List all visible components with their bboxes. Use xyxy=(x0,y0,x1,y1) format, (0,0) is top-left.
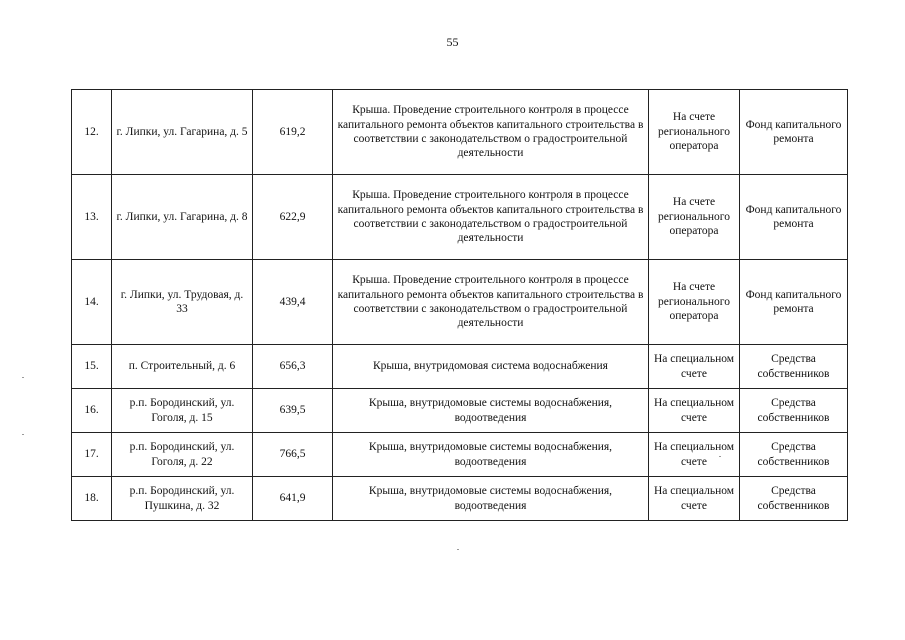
work-type-cell: Крыша, внутридомовая система водоснабжения xyxy=(333,345,649,389)
address-cell: р.п. Бородинский, ул. Пушкина, д. 32 xyxy=(112,477,253,521)
table-row xyxy=(72,345,848,389)
work-type-cell: Крыша, внутридомовые системы водоснабжения, водоотведения xyxy=(333,389,649,433)
funding-source-cell: Фонд капитального ремонта xyxy=(740,260,848,345)
table-row xyxy=(72,90,848,175)
table-row xyxy=(72,260,848,345)
address-cell: г. Липки, ул. Трудовая, д. 33 xyxy=(112,260,253,345)
row-number: 14. xyxy=(72,260,112,345)
work-type-cell: Крыша, внутридомовые системы водоснабжения, водоотведения xyxy=(333,433,649,477)
address-cell: г. Липки, ул. Гагарина, д. 8 xyxy=(112,175,253,260)
work-type-cell: Крыша. Проведение строительного контроля в процессе капитального ремонта объектов капитального строительства в соответствии с законодательством о градостроительной деятельности xyxy=(333,90,649,175)
area-cell: 639,5 xyxy=(253,389,333,433)
funding-source-cell: Фонд капитального ремонта xyxy=(740,90,848,175)
area-cell: 641,9 xyxy=(253,477,333,521)
account-cell: На счете регионального оператора xyxy=(649,90,740,175)
funding-source-cell: Фонд капитального ремонта xyxy=(740,175,848,260)
table-row xyxy=(72,477,848,521)
address-cell: п. Строительный, д. 6 xyxy=(112,345,253,389)
account-cell: На специальном счете xyxy=(649,345,740,389)
row-number: 12. xyxy=(72,90,112,175)
area-cell: 656,3 xyxy=(253,345,333,389)
area-cell: 439,4 xyxy=(253,260,333,345)
work-type-cell: Крыша. Проведение строительного контроля в процессе капитального ремонта объектов капитального строительства в соответствии с законодательством о градостроительной деятельности xyxy=(333,260,649,345)
funding-source-cell: Средства собственников xyxy=(740,433,848,477)
table-row xyxy=(72,175,848,260)
area-cell: 622,9 xyxy=(253,175,333,260)
table-row xyxy=(72,433,848,477)
area-cell: 766,5 xyxy=(253,433,333,477)
area-cell: 619,2 xyxy=(253,90,333,175)
page-number: 55 xyxy=(446,35,459,49)
account-cell: На специальном счете xyxy=(649,389,740,433)
row-number: 13. xyxy=(72,175,112,260)
address-cell: р.п. Бородинский, ул. Гоголя, д. 15 xyxy=(112,389,253,433)
work-type-cell: Крыша, внутридомовые системы водоснабжения, водоотведения xyxy=(333,477,649,521)
row-number: 18. xyxy=(72,477,112,521)
row-number: 16. xyxy=(72,389,112,433)
funding-source-cell: Средства собственников xyxy=(740,389,848,433)
address-cell: г. Липки, ул. Гагарина, д. 5 xyxy=(112,90,253,175)
work-type-cell: Крыша. Проведение строительного контроля в процессе капитального ремонта объектов капитального строительства в соответствии с законодательством о градостроительной деятельности xyxy=(333,175,649,260)
address-cell: р.п. Бородинский, ул. Гоголя, д. 22 xyxy=(112,433,253,477)
repair-works-table xyxy=(71,89,848,521)
account-cell: На специальном счете xyxy=(649,433,740,477)
table-row xyxy=(72,389,848,433)
account-cell: На счете регионального оператора xyxy=(649,175,740,260)
account-cell: На специальном счете xyxy=(649,477,740,521)
funding-source-cell: Средства собственников xyxy=(740,477,848,521)
funding-source-cell: Средства собственников xyxy=(740,345,848,389)
account-cell: На счете регионального оператора xyxy=(649,260,740,345)
row-number: 15. xyxy=(72,345,112,389)
row-number: 17. xyxy=(72,433,112,477)
